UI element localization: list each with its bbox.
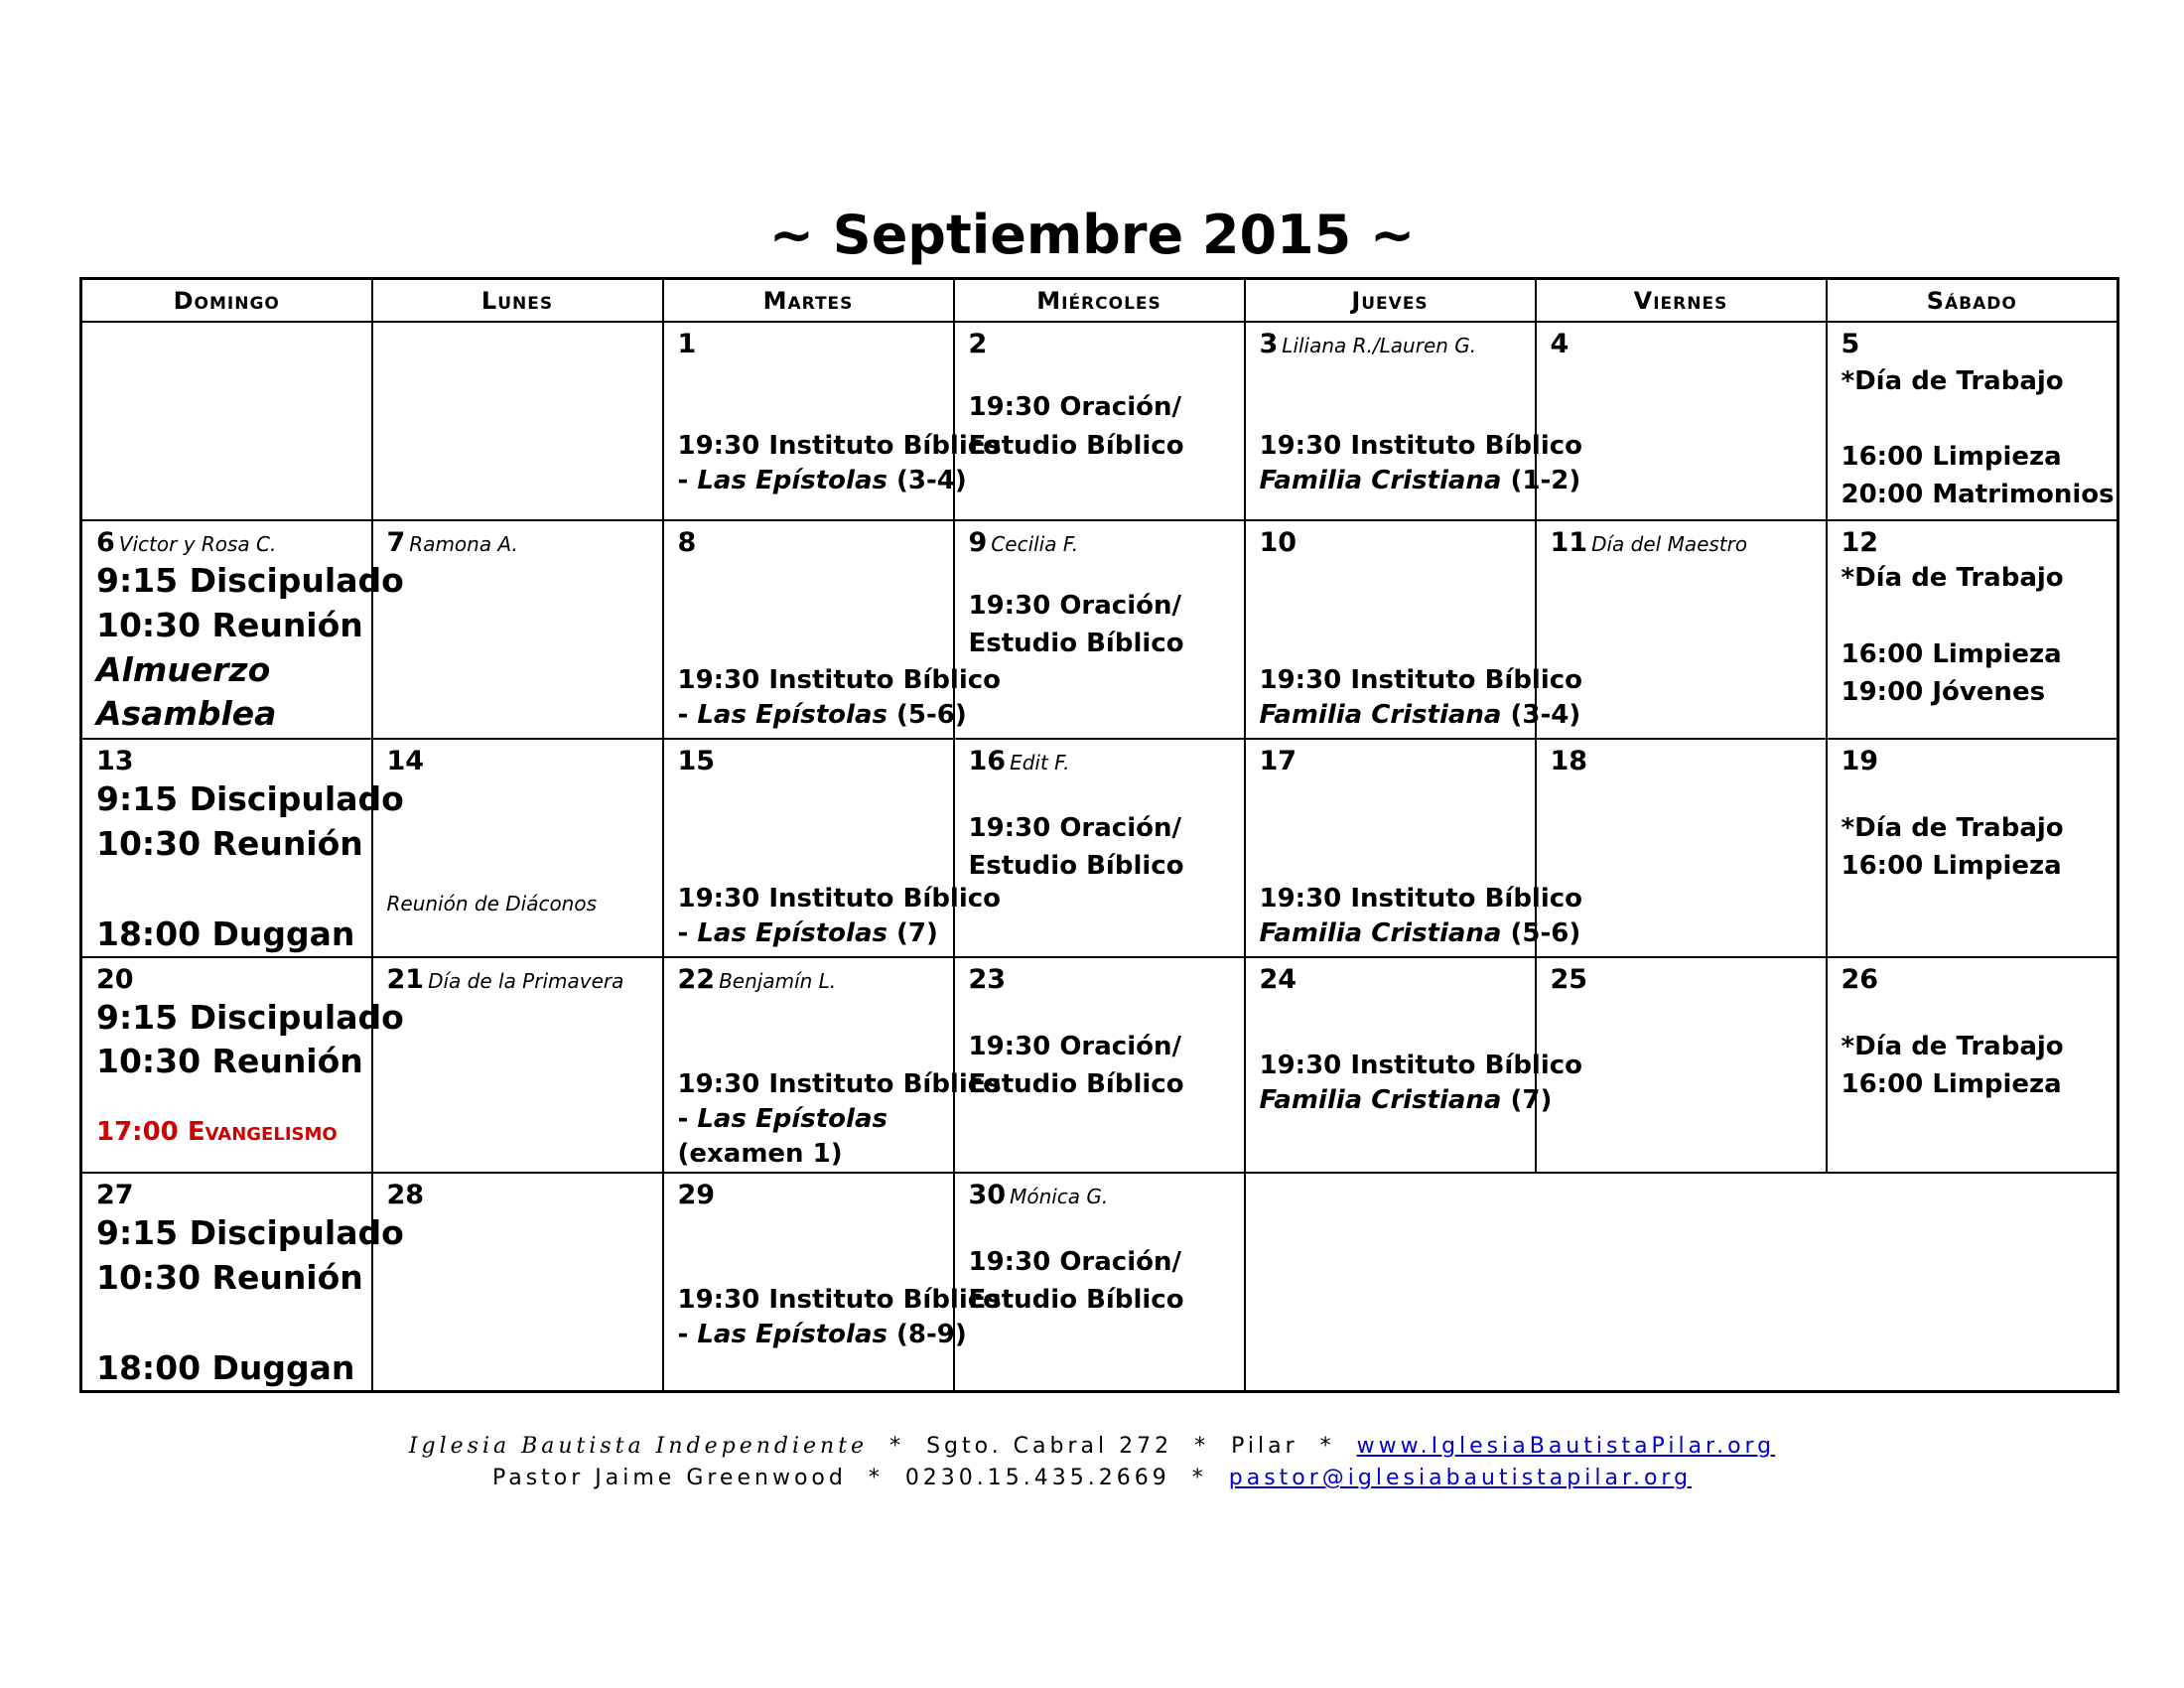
day-cell-1 <box>663 322 1002 520</box>
day-cell-25 <box>1536 957 1827 1173</box>
event-line <box>1260 700 1581 730</box>
day-number: 8 <box>677 527 697 558</box>
event-course: Familia Cristiana <box>1259 466 1502 495</box>
event-line: 19:30 Instituto Bíblico <box>1259 1051 1583 1080</box>
event-line: 20:00 Matrimonios <box>1841 480 2115 509</box>
event-line: Estudio Bíblico <box>968 431 1184 461</box>
day-cell-21 <box>372 957 663 1173</box>
footer-line-2 <box>0 1466 2184 1490</box>
day-cell-7 <box>372 520 663 739</box>
day-number: 13 <box>96 746 134 776</box>
event-lessons: (7) <box>887 918 938 948</box>
event-line-evangelismo: 17:00 Evangelismo <box>96 1117 338 1147</box>
event-line: 9:15 Discipulado <box>96 1213 404 1252</box>
event-line: 16:00 Limpieza <box>1841 639 2062 669</box>
website-link[interactable]: www.IglesiaBautistaPilar.org <box>1356 1434 1776 1459</box>
empty-merged-cell <box>1245 1173 2118 1391</box>
event-course: Familia Cristiana <box>1259 918 1502 948</box>
event-line <box>678 918 938 948</box>
day-number-value: 6 <box>96 527 115 558</box>
weekday-jueves: Jueves <box>1245 279 1536 323</box>
event-course: Las Epístolas <box>697 466 887 495</box>
week-row-5 <box>81 1173 2118 1391</box>
holiday-note: Día de la Primavera <box>428 969 624 993</box>
separator: * <box>846 1466 905 1490</box>
day-number: 19 <box>1841 746 1879 776</box>
event-line <box>678 466 967 495</box>
event-line: 19:30 Oración/ <box>968 392 1181 422</box>
calendar-title: ~ Septiembre 2015 ~ <box>768 204 1416 266</box>
event-line: 19:30 Oración/ <box>968 1247 1181 1277</box>
day-number <box>1551 527 1748 558</box>
event-line: 19:30 Instituto Bíblico <box>677 884 1002 914</box>
day-cell-8 <box>663 520 1002 739</box>
day-number: 23 <box>968 964 1007 995</box>
day-number: 17 <box>1259 746 1297 776</box>
day-number: 29 <box>677 1180 716 1210</box>
event-line: 19:00 Jóvenes <box>1841 677 2046 707</box>
event-line <box>678 1104 887 1134</box>
day-number: 28 <box>386 1180 425 1210</box>
day-number-value: 16 <box>968 746 1007 776</box>
event-line <box>1260 1085 1553 1115</box>
event-line: 10:30 Reunión <box>96 824 363 863</box>
day-cell-19 <box>1827 739 2118 957</box>
weekday-header-row <box>81 279 2118 323</box>
event-line: 10:30 Reunión <box>96 1258 363 1297</box>
day-number: 4 <box>1550 329 1570 359</box>
phone-number: 0230.15.435.2669 <box>904 1466 1170 1490</box>
weekday-sabado: Sábado <box>1827 279 2118 323</box>
event-course: Familia Cristiana <box>1259 700 1502 730</box>
day-cell-23 <box>954 957 1245 1173</box>
church-city: Pilar <box>1231 1434 1298 1459</box>
church-address: Sgto. Cabral 272 <box>926 1434 1173 1459</box>
event-course: Las Epístolas <box>697 918 887 948</box>
event-note: Reunión de Diáconos <box>386 892 598 915</box>
empty-cell <box>81 322 372 520</box>
day-number-value: 21 <box>386 964 425 995</box>
event-line: Asamblea <box>96 694 277 733</box>
day-cell-18 <box>1536 739 1827 957</box>
event-line: 16:00 Limpieza <box>1841 1069 2062 1099</box>
holiday-note: Día del Maestro <box>1591 532 1748 556</box>
birthday-note: Edit F. <box>1010 751 1070 774</box>
event-prefix: - <box>677 1104 698 1134</box>
event-line: Estudio Bíblico <box>968 1069 1184 1099</box>
day-cell-16 <box>954 739 1245 957</box>
event-line: 18:00 Duggan <box>96 1348 355 1387</box>
day-number-value: 22 <box>677 964 716 995</box>
day-cell-5 <box>1827 322 2118 520</box>
event-line: 9:15 Discipulado <box>96 561 404 600</box>
day-number: 5 <box>1841 329 1860 359</box>
day-cell-20 <box>81 957 404 1173</box>
event-line: 19:30 Oración/ <box>968 813 1181 843</box>
event-line: 19:30 Instituto Bíblico <box>677 1069 1002 1099</box>
day-number <box>1260 329 1477 359</box>
event-line: 19:30 Instituto Bíblico <box>677 665 1002 695</box>
weekday-viernes: Viernes <box>1536 279 1827 323</box>
footer-line-1 <box>0 1434 2184 1459</box>
weekday-martes: Martes <box>663 279 954 323</box>
event-prefix: - <box>677 700 698 730</box>
day-number: 27 <box>96 1180 134 1210</box>
day-number <box>387 964 624 995</box>
day-cell-4 <box>1536 322 1827 520</box>
separator: * <box>1169 1466 1229 1490</box>
event-line <box>678 1320 967 1349</box>
weekday-domingo: Domingo <box>81 279 372 323</box>
day-cell-12 <box>1827 520 2118 739</box>
day-number <box>969 527 1079 558</box>
event-course: Las Epístolas <box>697 1320 887 1349</box>
event-line: 16:00 Limpieza <box>1841 442 2062 472</box>
event-lessons: (7) <box>1501 1085 1553 1115</box>
church-name: Iglesia Bautista Independiente <box>408 1434 869 1459</box>
day-number <box>387 527 518 558</box>
event-line: Estudio Bíblico <box>968 629 1184 658</box>
day-number: 25 <box>1550 964 1588 995</box>
event-line: Almuerzo <box>96 650 271 689</box>
birthday-note: Ramona A. <box>409 532 518 556</box>
separator: * <box>1172 1434 1232 1459</box>
event-lessons: (5-6) <box>1501 918 1581 948</box>
separator: * <box>1297 1434 1357 1459</box>
day-cell-29 <box>663 1173 1002 1391</box>
event-line: (examen 1) <box>677 1139 843 1169</box>
event-line: 16:00 Limpieza <box>1841 851 2062 881</box>
event-line <box>1260 918 1581 948</box>
event-lessons: (8-9) <box>887 1320 967 1349</box>
event-line: 19:30 Instituto Bíblico <box>1259 665 1583 695</box>
event-course: Las Epístolas <box>697 1104 887 1134</box>
event-lessons: (3-4) <box>1501 700 1581 730</box>
day-number: 10 <box>1259 527 1297 558</box>
day-cell-28 <box>372 1173 663 1391</box>
event-line: Estudio Bíblico <box>968 1285 1184 1315</box>
day-number: 20 <box>96 964 134 995</box>
event-line: 10:30 Reunión <box>96 606 363 644</box>
event-prefix: - <box>677 466 698 495</box>
birthday-note: Victor y Rosa C. <box>118 532 277 556</box>
day-number <box>969 1180 1109 1210</box>
event-lessons: (5-6) <box>887 700 967 730</box>
event-line: *Día de Trabajo <box>1841 1032 2064 1061</box>
week-row-1 <box>81 322 2118 520</box>
day-cell-30 <box>954 1173 1245 1391</box>
day-number-value: 30 <box>968 1180 1007 1210</box>
event-line: *Día de Trabajo <box>1841 563 2064 593</box>
event-course: Las Epístolas <box>697 700 887 730</box>
event-line: 19:30 Instituto Bíblico <box>1259 884 1583 914</box>
day-number <box>678 964 837 995</box>
week-row-3 <box>81 739 2118 957</box>
day-number: 18 <box>1550 746 1588 776</box>
event-line: 19:30 Instituto Bíblico <box>677 1285 1002 1315</box>
event-line: Estudio Bíblico <box>968 851 1184 881</box>
empty-cell <box>372 322 663 520</box>
event-line: 19:30 Instituto Bíblico <box>1259 431 1583 461</box>
day-number: 14 <box>386 746 425 776</box>
week-row-2 <box>81 520 2118 739</box>
week-row-4 <box>81 957 2118 1173</box>
weekday-lunes: Lunes <box>372 279 663 323</box>
birthday-note: Benjamín L. <box>719 969 837 993</box>
birthday-note: Cecilia F. <box>991 532 1079 556</box>
day-cell-9 <box>954 520 1245 739</box>
event-line <box>1260 466 1581 495</box>
event-prefix: - <box>677 918 698 948</box>
event-lessons: (1-2) <box>1501 466 1581 495</box>
event-line: 18:00 Duggan <box>96 914 355 953</box>
day-cell-14 <box>372 739 663 957</box>
day-cell-26 <box>1827 957 2118 1173</box>
day-number: 24 <box>1259 964 1297 995</box>
event-line: *Día de Trabajo <box>1841 813 2064 843</box>
day-number <box>969 746 1070 776</box>
event-line: *Día de Trabajo <box>1841 366 2064 396</box>
day-number: 12 <box>1841 527 1879 558</box>
event-line: 19:30 Oración/ <box>968 591 1181 621</box>
day-cell-11 <box>1536 520 1827 739</box>
day-cell-3 <box>1245 322 1583 520</box>
day-number-value: 3 <box>1259 329 1279 359</box>
day-number: 26 <box>1841 964 1879 995</box>
day-number-value: 11 <box>1550 527 1588 558</box>
day-number-value: 9 <box>968 527 988 558</box>
birthday-note: Liliana R./Lauren G. <box>1282 334 1477 357</box>
day-number: 1 <box>677 329 697 359</box>
birthday-note: Mónica G. <box>1010 1185 1109 1208</box>
event-line: 9:15 Discipulado <box>96 998 404 1037</box>
calendar-grid <box>79 277 2119 1393</box>
event-line: 10:30 Reunión <box>96 1042 363 1080</box>
day-cell-2 <box>954 322 1245 520</box>
day-number: 2 <box>968 329 988 359</box>
day-number: 15 <box>677 746 716 776</box>
day-cell-27 <box>81 1173 404 1391</box>
event-prefix: - <box>677 1320 698 1349</box>
event-line <box>678 700 967 730</box>
event-lessons: (3-4) <box>887 466 967 495</box>
event-line: 19:30 Oración/ <box>968 1032 1181 1061</box>
weekday-miercoles: Miércoles <box>954 279 1245 323</box>
day-cell-6 <box>81 520 404 739</box>
day-cell-13 <box>81 739 404 957</box>
event-course: Familia Cristiana <box>1259 1085 1502 1115</box>
separator: * <box>868 1434 927 1459</box>
day-number-value: 7 <box>386 527 406 558</box>
event-line: 9:15 Discipulado <box>96 779 404 818</box>
event-line: 19:30 Instituto Bíblico <box>677 431 1002 461</box>
pastor-name: Pastor Jaime Greenwood <box>491 1466 847 1490</box>
day-number <box>96 527 276 558</box>
email-link[interactable]: pastor@iglesiabautistapilar.org <box>1228 1466 1693 1490</box>
